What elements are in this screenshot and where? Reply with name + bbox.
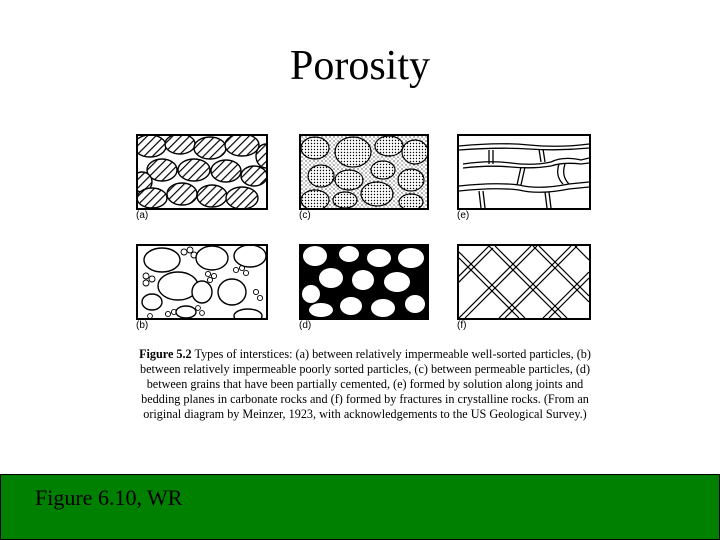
footer-text: Figure 6.10, WR [35, 485, 183, 510]
interstices-figure [130, 125, 600, 445]
panel-b-diagram [136, 244, 268, 320]
panel-c-label: (c) [299, 210, 311, 221]
panel-d-diagram [299, 244, 429, 320]
panel-a-label: (a) [136, 210, 149, 221]
footer-bar [0, 474, 720, 540]
panel-a-diagram [136, 134, 268, 210]
panel-e-label: (e) [457, 210, 470, 221]
panel-f-label: (f) [457, 320, 467, 331]
figure-caption [130, 347, 600, 422]
panel-e-diagram [457, 134, 591, 210]
panel-d-label: (d) [299, 320, 312, 331]
panel-f-diagram [457, 244, 591, 320]
caption-text: Types of interstices: (a) between relatively impermeable well-sorted particles, (b) between relatively impermeable poorly sorted particles, (c) between permeable particles, (d) between grains that have been partially cemented, (e) formed by solution along joints and bedding planes in carbonate rocks and (f) formed by fractures in crystalline rocks. (From an original diagram by Meinzer, 1923, with acknowledgements to the US Geological Survey.) [139, 347, 591, 421]
panel-b-label: (b) [136, 320, 149, 331]
figure-number: Figure 5.2 [139, 347, 192, 361]
panel-c-diagram [299, 134, 429, 210]
slide-title: Porosity [289, 43, 431, 89]
